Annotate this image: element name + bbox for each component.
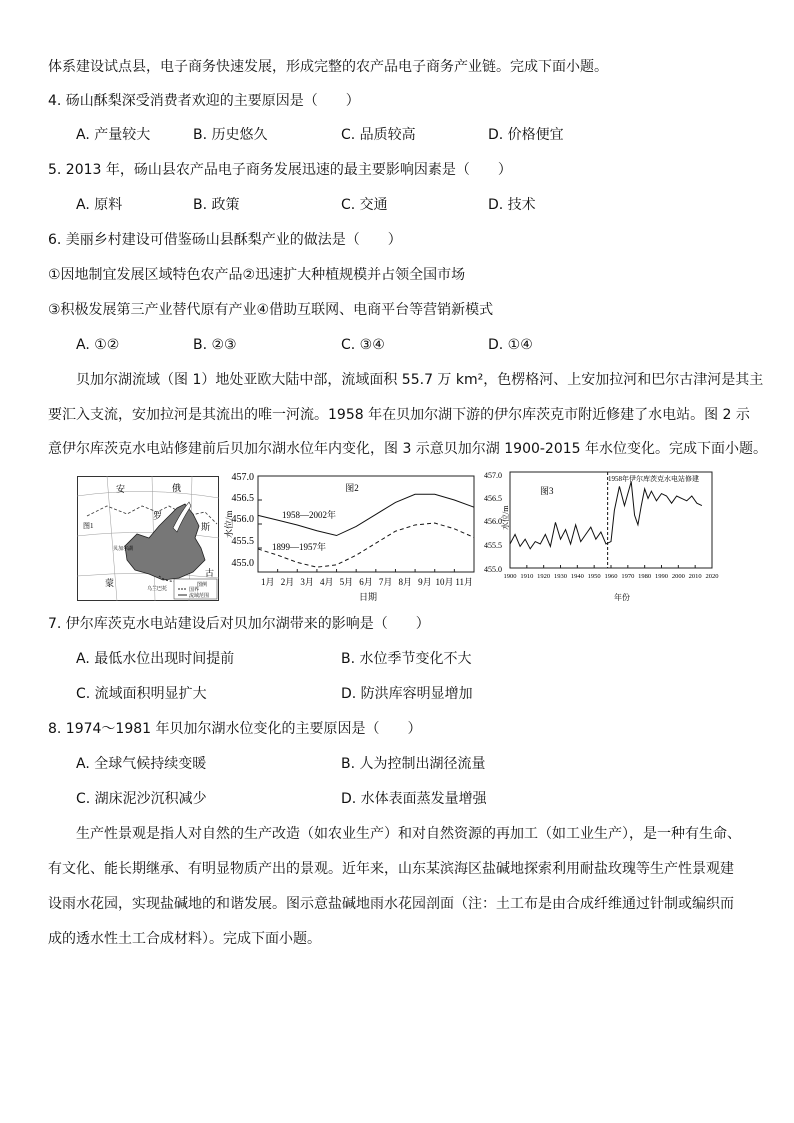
fig3-xtick-label: 2000 — [671, 573, 685, 580]
fig2-xtick-label: 2月 — [280, 577, 295, 587]
fig3-xtick-label: 1960 — [604, 573, 618, 580]
q4-option-a[interactable]: A. 产量较大 — [76, 127, 151, 143]
q7-option-c[interactable]: C. 流域面积明显扩大 — [76, 686, 207, 702]
map-label-luo: 罗 — [153, 511, 163, 521]
q4-option-b[interactable]: B. 历史悠久 — [193, 127, 268, 143]
map-label-meng: 蒙 — [105, 578, 115, 588]
fig2-xtick-label: 9月 — [418, 577, 432, 587]
fig2-xtick-label: 5月 — [339, 577, 354, 587]
q7-option-d[interactable]: D. 防洪库容明显增加 — [341, 686, 473, 702]
q5-option-b[interactable]: B. 政策 — [193, 197, 240, 213]
q4-option-d[interactable]: D. 价格便宜 — [488, 127, 564, 143]
fig2-xlabel: 日期 — [358, 592, 378, 602]
fig3-xtick-label: 1950 — [587, 573, 601, 580]
fig3-xtick-label: 1900 — [503, 573, 517, 580]
map-title: 图1 — [83, 522, 94, 530]
figure-3-chart — [484, 466, 729, 602]
q6-item-1: ①因地制宜发展区域特色农产品②迅速扩大种植规模并占领全国市场 — [48, 267, 466, 283]
q8-option-b[interactable]: B. 人为控制出湖径流量 — [341, 756, 486, 772]
intro-tail: 体系建设试点县，电子商务快速发展，形成完整的农产品电子商务产业链。完成下面小题。 — [48, 59, 608, 75]
fig2-xtick-label: 3月 — [300, 577, 314, 587]
fig2-ytick-top: 457.0 — [231, 472, 254, 483]
baikal-para-line-1: 贝加尔湖流域（图 1）地处亚欧大陆中部，流域面积 55.7 万 km²，色楞格河、上安加拉河和巴尔古津河是其主 — [76, 372, 764, 388]
fig3-ylabel: 水位/m — [501, 505, 510, 530]
fig2-xtick-label: 8月 — [398, 577, 413, 587]
q4-option-c[interactable]: C. 品质较高 — [341, 127, 416, 143]
q6-item-2: ③积极发展第三产业替代原有产业④借助互联网、电商平台等营销新模式 — [48, 302, 494, 318]
q6-option-b[interactable]: B. ②③ — [193, 337, 237, 353]
q7-stem: 7. 伊尔库茨克水电站建设后对贝加尔湖带来的影响是（ ） — [48, 616, 430, 632]
fig3-xtick-label: 1980 — [638, 573, 652, 580]
fig2-series-label-1: 1958—2002年 — [282, 510, 337, 520]
q5-option-c[interactable]: C. 交通 — [341, 197, 388, 213]
map-legend-title: 图例 — [197, 583, 208, 588]
fig3-annotation: 1958年伊尔库茨克水电站修建 — [608, 475, 699, 483]
q7-option-b[interactable]: B. 水位季节变化不大 — [341, 651, 472, 667]
fig3-xtick-label: 1970 — [621, 573, 635, 580]
map-label-ulaanbaatar: 乌兰巴托 — [147, 587, 168, 592]
fig3-xtick-label: 1990 — [655, 573, 668, 580]
q6-option-c[interactable]: C. ③④ — [341, 337, 385, 353]
fig3-xtick-label: 2010 — [688, 573, 702, 580]
q8-option-a[interactable]: A. 全球气候持续变暖 — [76, 756, 207, 772]
fig2-title: 图2 — [345, 483, 359, 493]
fig3-ytick: 456.5 — [484, 494, 502, 503]
q8-option-c[interactable]: C. 湖床泥沙沉积减少 — [76, 791, 207, 807]
landscape-para-line-1: 生产性景观是指人对自然的生产改造（如农业生产）和对自然资源的再加工（如工业生产），是一种有生命、 — [76, 826, 741, 842]
fig2-ytick: 455.5 — [231, 536, 254, 547]
map-legend-basin: 流域范围 — [189, 594, 210, 599]
q4-stem: 4. 砀山酥梨深受消费者欢迎的主要原因是（ ） — [48, 93, 360, 109]
baikal-para-line-2: 要汇入支流，安加拉河是其流出的唯一河流。1958 年在贝加尔湖下游的伊尔库茨克市附近修建了水电站。图 2 示 — [48, 407, 750, 423]
landscape-para-line-4: 成的透水性土工合成材料）。完成下面小题。 — [48, 931, 321, 947]
figure-1-map — [77, 476, 219, 601]
fig3-title: 图3 — [540, 486, 554, 496]
fig3-xtick-label: 1930 — [554, 573, 567, 580]
q6-option-d[interactable]: D. ①④ — [488, 337, 533, 353]
fig3-xlabel: 年份 — [614, 593, 630, 602]
fig3-xtick-label: 1910 — [520, 573, 534, 580]
map-label-an: 安 — [116, 484, 126, 494]
landscape-para-line-3: 设雨水花园，实现盐碱地的和谐发展。图示意盐碱地雨水花园剖面（注：土工布是由合成纤维通过针制或编织而 — [48, 896, 734, 912]
landscape-para-line-2: 有文化、能长期继承、有明显物质产出的景观。近年来，山东某滨海区盐碱地探索利用耐盐玫瑰等生产性景观建 — [48, 861, 734, 877]
baikal-para-line-3: 意伊尔库茨克水电站修建前后贝加尔湖水位年内变化，图 3 示意贝加尔湖 1900-2015 年水位变化。完成下面小题。 — [48, 441, 768, 457]
fig3-xtick-label: 1940 — [570, 573, 584, 580]
fig3-ytick: 455.5 — [484, 541, 502, 550]
map-label-si: 斯 — [201, 522, 211, 532]
q8-stem: 8. 1974～1981 年贝加尔湖水位变化的主要原因是（ ） — [48, 721, 422, 737]
fig2-ylabel: 水位/m — [224, 510, 234, 538]
q6-stem: 6. 美丽乡村建设可借鉴砀山县酥梨产业的做法是（ ） — [48, 232, 402, 248]
map-legend-border: 国界 — [189, 588, 200, 593]
map-label-baikal: 贝加尔湖 — [113, 547, 134, 552]
map-label-e: 俄 — [172, 483, 182, 493]
fig2-xtick-label: 1月 — [261, 577, 275, 587]
fig2-xtick-label: 4月 — [319, 577, 334, 587]
fig2-ytick: 456.0 — [231, 514, 254, 525]
map-label-gu: 古 — [205, 568, 215, 578]
q8-option-d[interactable]: D. 水体表面蒸发量增强 — [341, 791, 487, 807]
fig2-ytick: 456.5 — [231, 493, 254, 504]
fig3-series-line — [510, 482, 702, 549]
q5-option-d[interactable]: D. 技术 — [488, 197, 536, 213]
q6-option-a[interactable]: A. ①② — [76, 337, 120, 353]
fig3-xtick-label: 1920 — [537, 573, 551, 580]
fig2-xtick-label: 6月 — [359, 577, 373, 587]
fig2-frame — [258, 476, 474, 572]
fig2-ytick-bottom: 455.0 — [231, 558, 254, 569]
q5-stem: 5. 2013 年，砀山县农产品电子商务发展迅速的最主要影响因素是（ ） — [48, 162, 512, 178]
figure-2-chart — [220, 466, 482, 602]
fig2-xtick-label: 10月 — [435, 577, 454, 587]
fig3-ytick-top: 457.0 — [484, 471, 502, 480]
q5-option-a[interactable]: A. 原料 — [76, 197, 123, 213]
fig3-ytick-bottom: 455.0 — [484, 565, 502, 574]
q7-option-a[interactable]: A. 最低水位出现时间提前 — [76, 651, 235, 667]
fig2-xtick-label: 11月 — [455, 577, 474, 587]
fig2-series-label-2: 1899—1957年 — [272, 542, 327, 552]
fig3-ytick: 456.0 — [484, 517, 502, 526]
fig2-xtick-label: 7月 — [378, 577, 393, 587]
fig3-xtick-label: 2020 — [705, 573, 719, 580]
